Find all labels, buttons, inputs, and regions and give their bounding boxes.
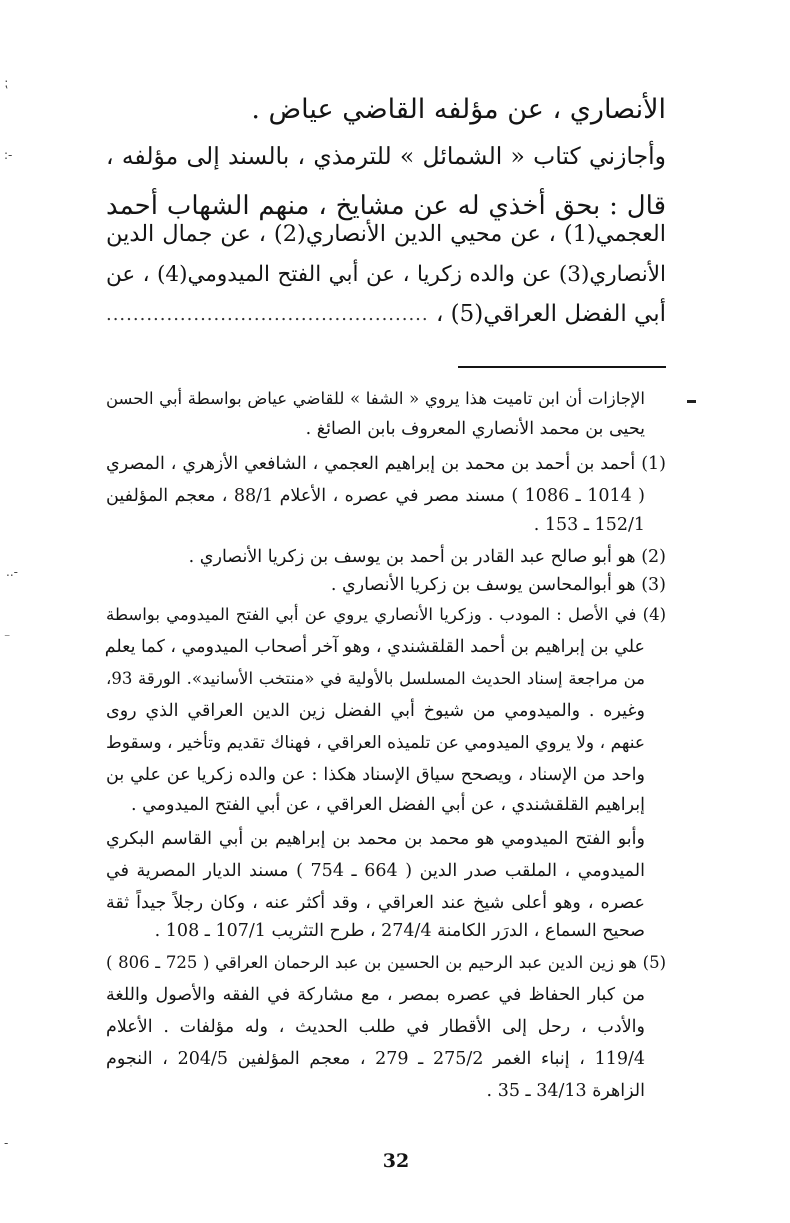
page-number: 32 [382,1150,410,1172]
ellipsis-dots: ................................................ [105,304,429,326]
footnote-4-line: علي بن إبراهيم بن أحمد القلقشندي ، وهو آخر أصحاب الميدومي ، كما يعلم [104,637,645,657]
footnote-4-line: وأبو الفتح الميدومي هو محمد بن محمد بن إبراهيم بن أبي القاسم البكري [106,829,645,849]
main-text-line: وأجازني كتاب « الشمائل » للترمذي ، بالسند إلى مؤلفه ، [106,142,666,170]
footnote-line: يحيى بن محمد الأنصاري المعروف بابن الصائغ . [305,419,645,439]
footnote-4-line: واحد من الإسناد ، ويصحح سياق الإسناد هكذا : عن والده زكريا عن علي بن [106,765,645,785]
main-text-line: الأنصاري(3) عن والده زكريا ، عن أبي الفتح الميدومي(4) ، عن [106,262,666,287]
footnote-4-line: إبراهيم القلقشندي ، عن أبي الفضل العراقي ، عن أبي الفتح الميدومي . [130,795,645,815]
footnote-5-line: الزاهرة 34/13 ـ 35 . [486,1081,645,1101]
footnote-4-line: الميدومي ، الملقب صدر الدين ( 664 ـ 754 ) مسند الديار المصرية في [106,861,645,881]
footnote-5-line: من كبار الحفاظ في عصره بمصر ، مع مشاركة في الفقه والأصول واللغة [106,985,645,1005]
margin-mark: ..- [6,565,18,579]
main-text-line: الأنصاري ، عن مؤلفه القاضي عياض . [251,94,666,125]
main-text-line: قال : بحق أخذي له عن مشايخ ، منهم الشهاب أحمد [106,191,666,221]
margin-mark: :- [4,148,13,162]
margin-mark: ⁻ [4,630,11,644]
footnote-4-line: وغيره . والميدومي من شيوخ أبي الفضل زين الدين العراقي الذي روى [106,701,645,721]
footnote-1-line: 152/1 ـ 153 . [533,515,645,535]
footnote-1-line: ( 1014 ـ 1086 ) مسند مصر في عصره ، الأعلام 88/1 ، معجم المؤلفين [106,486,646,506]
footnote-2-line: (2) هو أبو صالح عبد القادر بن أحمد بن يوسف بن زكريا الأنصاري . [188,547,666,567]
footnote-4-line: صحيح السماع ، الدرَر الكامنة 274/4 ، طرح التثريب 107/1 ـ 108 . [154,921,645,941]
footnote-line: الإجازات أن ابن تاميت هذا يروي « الشفا » للقاضي عياض بواسطة أبي الحسن [106,389,645,408]
footnote-4-line: عنهم ، ولا يروي الميدومي عن تلميذه العراقي ، فهناك تقديم وتأخير ، وسقوط [106,733,645,753]
footnote-4-line: من مراجعة إسناد الحديث المسلسل بالأولية في «منتخب الأسانيد». الورقة 93، [106,669,645,688]
footnote-4-line: (4) في الأصل : المودب . وزكريا الأنصاري يروي عن أبي الفتح الميدومي بواسطة [106,605,666,624]
footnote-separator [458,366,666,368]
footnote-4-line: عصره ، وهو أعلى شيخ عند العراقي ، وقد أكثر عنه ، وكان رجلاً جيداً ثقة [106,893,645,913]
margin-dash [687,400,696,403]
margin-mark: ⁏ [4,76,9,90]
footnote-5-line: 119/4 ، إنباء الغمر 275/2 ـ 279 ، معجم المؤلفين 204/5 ، النجوم [106,1049,645,1069]
footnote-5-line: والأدب ، رحل إلى الأقطار في طلب الحديث ، وله مؤلفات . الأعلام [106,1017,645,1037]
footnote-5-line: (5) هو زين الدين عبد الرحيم بن الحسين بن عبد الرحمان العراقي ( 725 ـ 806 ) [106,953,667,972]
margin-mark: - [4,1136,9,1150]
footnote-1-line: (1) أحمد بن أحمد بن محمد بن إبراهيم العجمي ، الشافعي الأزهري ، المصري [106,454,666,474]
main-text-line [106,302,666,327]
main-text-segment: أبي الفضل العراقي(5) ، [435,301,666,327]
main-text-line: العجمي(1) ، عن محيي الدين الأنصاري(2) ، عن جمال الدين [106,221,666,247]
footnote-3-line: (3) هو أبوالمحاسن يوسف بن زكريا الأنصاري . [330,575,666,595]
